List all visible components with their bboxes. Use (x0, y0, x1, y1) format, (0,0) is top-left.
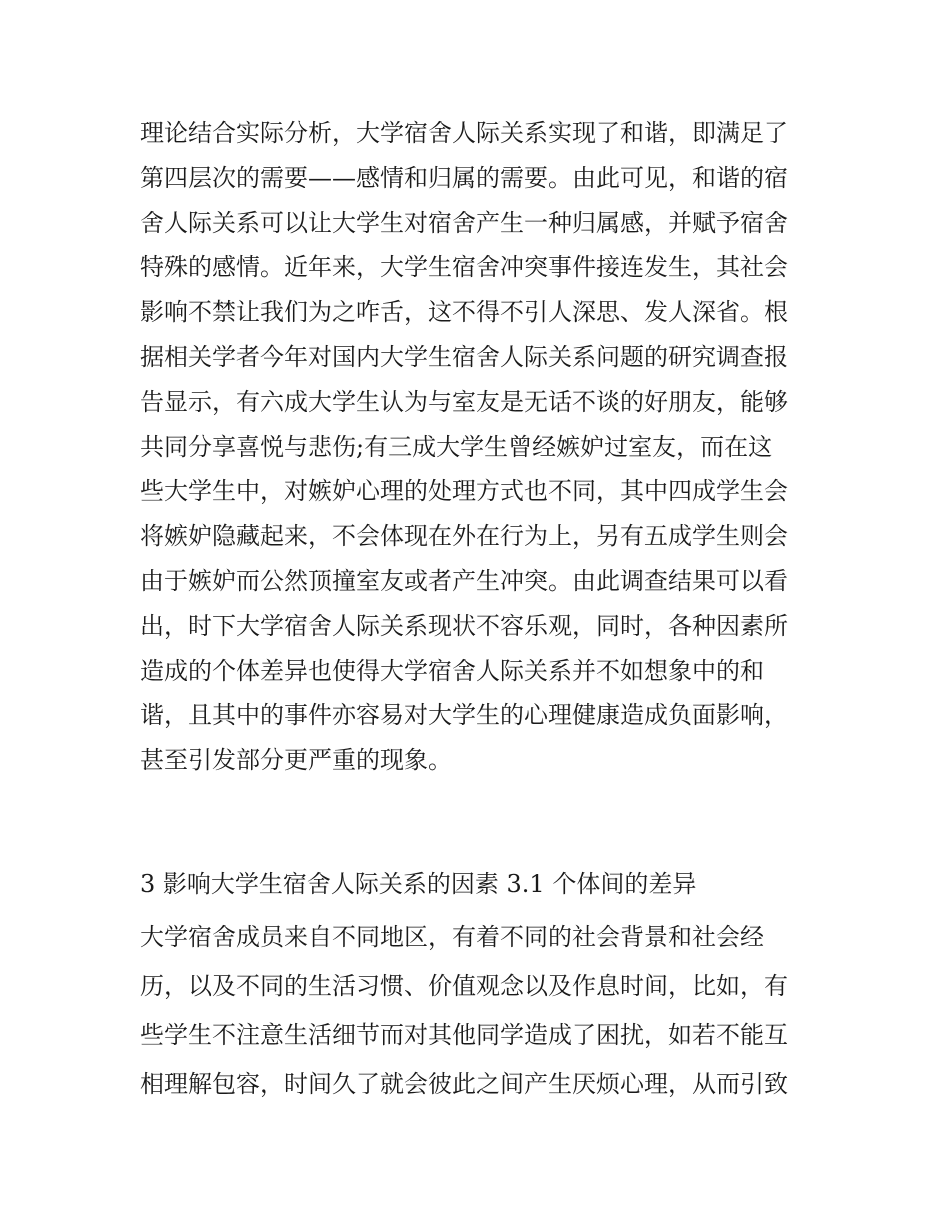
paragraph-line: 些大学生中，对嫉妒心理的处理方式也不同，其中四成学生会 (140, 477, 788, 506)
paragraph-line: 理论结合实际分析，大学宿舍人际关系实现了和谐，即满足了 (140, 119, 788, 147)
paragraph-line: 告显示，有六成大学生认为与室友是无话不谈的好朋友，能够 (140, 387, 788, 416)
paragraph-line: 历，以及不同的生活习惯、价值观念以及作息时间，比如，有 (140, 972, 788, 1000)
paragraph-line: 甚至引发部分更严重的现象。 (140, 746, 452, 775)
paragraph-line: 由于嫉妒而公然顶撞室友或者产生冲突。由此调查结果可以看 (140, 566, 788, 595)
paragraph-line: 将嫉妒隐藏起来，不会体现在外在行为上，另有五成学生则会 (140, 522, 788, 551)
paragraph-line: 第四层次的需要——感情和归属的需要。由此可见，和谐的宿 (140, 163, 788, 192)
paragraph-line: 舍人际关系可以让大学生对宿舍产生一种归属感，并赋予宿舍 (140, 208, 788, 237)
section-heading: 3 影响大学生宿舍人际关系的因素 3.1 个体间的差异 (140, 870, 697, 898)
paragraph-line: 据相关学者今年对国内大学生宿舍人际关系问题的研究调查报 (140, 342, 788, 371)
paragraph-dorm-harmony (140, 111, 820, 783)
paragraph-line: 谐，且其中的事件亦容易对大学生的心理健康造成负面影响， (140, 701, 788, 730)
paragraph-line: 大学宿舍成员来自不同地区，有着不同的社会背景和社会经 (140, 923, 764, 951)
paragraph-line: 影响不禁让我们为之咋舌，这不得不引人深思、发人深省。根 (140, 298, 788, 327)
paragraph-line: 共同分享喜悦与悲伤;有三成大学生曾经嫉妒过室友，而在这 (140, 432, 773, 461)
paragraph-line: 特殊的感情。近年来，大学生宿舍冲突事件接连发生，其社会 (140, 253, 788, 282)
paragraph-line: 些学生不注意生活细节而对其他同学造成了困扰，如若不能互 (140, 1021, 788, 1049)
paragraph-line: 造成的个体差异也使得大学宿舍人际关系并不如想象中的和 (140, 656, 764, 685)
paragraph-individual-differences (140, 913, 820, 1109)
paragraph-line: 出，时下大学宿舍人际关系现状不容乐观，同时，各种因素所 (140, 611, 788, 640)
paragraph-line: 相理解包容，时间久了就会彼此之间产生厌烦心理，从而引致 (140, 1070, 788, 1098)
